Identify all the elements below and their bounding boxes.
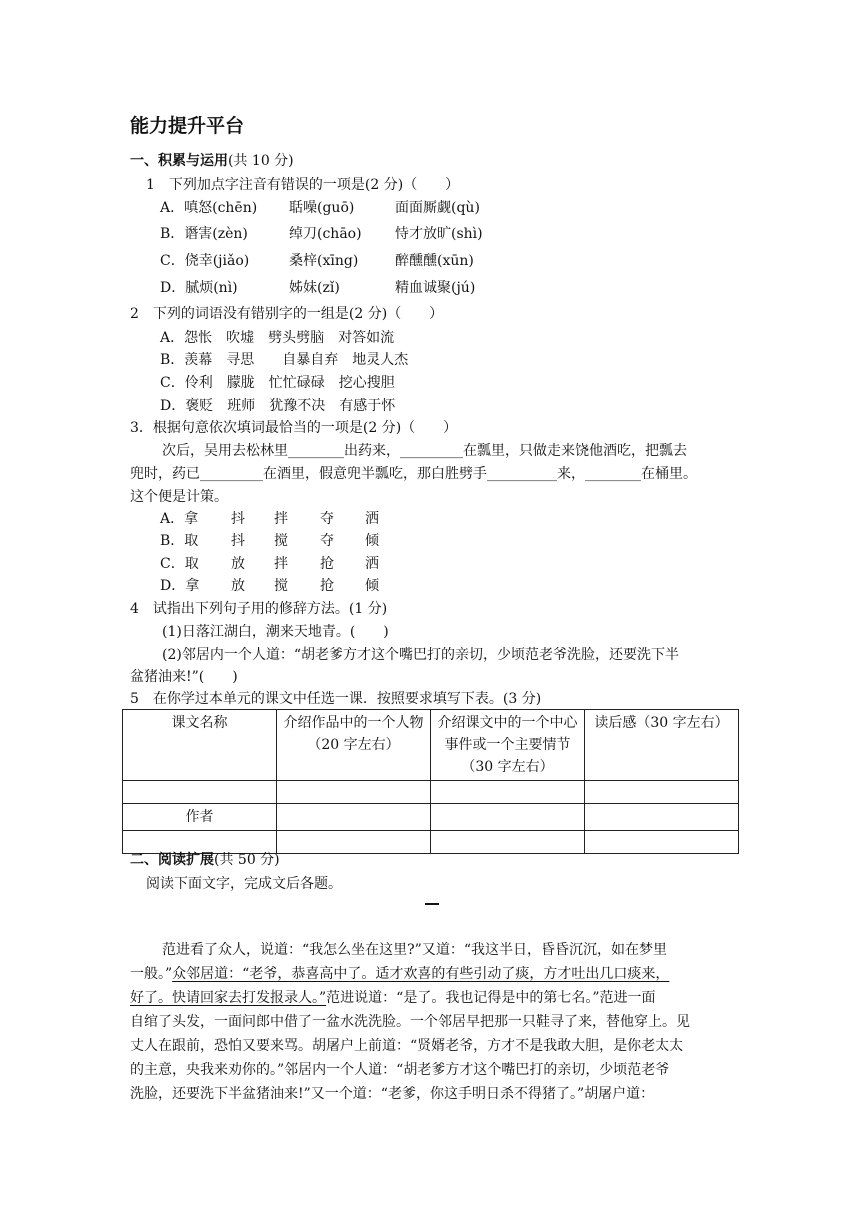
q1-c-3: 醉醺醺(xūn) xyxy=(395,253,474,269)
q4-item-2: (2)邻居内一个人道：“胡老爹方才这个嘴巴打的亲切，少顷范老爷洗脸，还要洗下半 xyxy=(162,647,679,663)
q3-c-5: 洒 xyxy=(365,556,379,572)
q3-d-4: 抢 xyxy=(320,578,334,594)
section-2-title: 二、阅读扩展 xyxy=(130,852,214,868)
q5-header-title: 课文名称 xyxy=(123,710,277,781)
q5-cell-title[interactable] xyxy=(123,781,277,804)
section-2-intro: 阅读下面文字，完成文后各题。 xyxy=(146,876,342,892)
passage-line-2 xyxy=(130,962,736,986)
q5-cell-character[interactable] xyxy=(277,781,431,804)
q5-cell-3-2[interactable] xyxy=(277,831,431,854)
q1-b-3: 恃才放旷(shì) xyxy=(395,226,483,242)
section-2-heading xyxy=(130,850,280,870)
q3-d-1: D．拿 xyxy=(160,578,200,594)
q3-a-3: 拌 xyxy=(274,511,288,527)
q3-passage-line-1: 次后，吴用去松林里________出药来，_________在瓢里，只做走来饶他酒吃，把瓢去 xyxy=(162,443,687,459)
q2-option-b: B．羡幕 寻思 自暴自弃 地灵人杰 xyxy=(160,352,409,368)
reading-passage xyxy=(130,938,736,1106)
q3-d-2: 放 xyxy=(231,578,245,594)
q5-cell-3-4[interactable] xyxy=(585,831,739,854)
passage-line-3-b: 范进说道：“是了。我也记得是中的第七名。”范进一面 xyxy=(326,990,656,1006)
q5-cell-2-4[interactable] xyxy=(585,804,739,831)
q5-stem: 5 在你学过本单元的课文中任选一课．按照要求填写下表。(3 分) xyxy=(130,691,542,707)
q3-passage-line-3: 这个便是计策。 xyxy=(130,489,228,505)
q1-a-1: A．嗔怒(chēn) xyxy=(160,200,258,216)
q3-a-5: 洒 xyxy=(365,511,379,527)
q4-item-1: (1)日落江湖白，潮来天地青。( ) xyxy=(162,624,389,640)
q3-c-4: 抢 xyxy=(320,556,334,572)
q3-stem: 3．根据句意依次填词最恰当的一项是(2 分)（ ） xyxy=(130,420,458,436)
q3-d-3: 搅 xyxy=(274,578,288,594)
q1-a-2: 聒噪(guō) xyxy=(289,200,355,216)
q1-d-3: 精血诚聚(jú) xyxy=(395,280,476,296)
q5-author-row xyxy=(123,804,739,831)
q5-table xyxy=(122,709,739,854)
passage-line-4: 自绾了头发，一面问郎中借了一盆水洗洗脸。一个邻居早把那一只鞋寻了来，替他穿上。见 xyxy=(130,1014,690,1030)
section-1-heading xyxy=(130,151,294,171)
q5-blank-row-1 xyxy=(123,781,739,804)
q4-item-2-cont: 盆猪油来!”( ) xyxy=(130,669,238,685)
q5-author-label: 作者 xyxy=(123,804,277,831)
q2-option-a: A．怨怅 吹墟 劈头劈脑 对答如流 xyxy=(160,330,395,346)
q1-b-1: B．谮害(zèn) xyxy=(160,226,248,242)
q1-d-1: D．腻烦(nì) xyxy=(160,280,238,296)
passage-line-2-a: 一般。” xyxy=(130,966,173,982)
q2-option-c: C．伶利 朦胧 忙忙碌碌 挖心搜胆 xyxy=(160,375,395,391)
q5-header-reflection: 读后感（30 字左右） xyxy=(585,710,739,781)
passage-underlined-1: 众邻居道：“老爷，恭喜高中了。适才欢喜的有些引动了痰，方才吐出几口痰来， xyxy=(172,966,670,982)
q2-option-d: D．褒贬 班师 犹豫不决 有感于怀 xyxy=(160,398,396,414)
q5-cell-2-2[interactable] xyxy=(277,804,431,831)
q3-a-2: 抖 xyxy=(231,511,245,527)
q3-b-4: 夺 xyxy=(320,533,334,549)
q5-header-character: 介绍作品中的一个人物（20 字左右） xyxy=(277,710,431,781)
q3-c-2: 放 xyxy=(231,556,245,572)
q4-stem: 4 试指出下列句子用的修辞方法。(1 分) xyxy=(130,601,388,617)
q1-a-3: 面面厮觑(qù) xyxy=(395,200,480,216)
q2-stem: 2 下列的词语没有错别字的一组是(2 分)（ ） xyxy=(130,306,444,322)
q1-stem: 1 下列加点字注音有错误的一项是(2 分)（ ） xyxy=(146,177,460,193)
passage-line-6: 的主意，央我来劝你的。”邻居内一个人道：“胡老爹方才这个嘴巴打的亲切，少顷范老爷 xyxy=(130,1062,670,1078)
section-1-score: (共 10 分) xyxy=(228,153,294,169)
q5-cell-2-3[interactable] xyxy=(431,804,585,831)
passage-line-3 xyxy=(130,986,736,1010)
q3-a-4: 夺 xyxy=(320,511,334,527)
q3-passage-line-2: 兜时，药已_________在酒里，假意兜半瓢吃，那白胜劈手__________来，________在桶里。 xyxy=(130,466,697,482)
q3-b-5: 倾 xyxy=(365,533,379,549)
part-divider xyxy=(425,903,439,905)
q5-header-event: 介绍课文中的一个中心事件或一个主要情节（30 字左右） xyxy=(431,710,585,781)
q3-b-1: B．取 xyxy=(160,533,199,549)
q3-b-2: 抖 xyxy=(231,533,245,549)
q3-c-1: C．取 xyxy=(160,556,199,572)
q3-d-5: 倾 xyxy=(365,578,379,594)
q3-c-3: 拌 xyxy=(274,556,288,572)
q3-b-3: 搅 xyxy=(274,533,288,549)
q5-cell-3-3[interactable] xyxy=(431,831,585,854)
q1-c-2: 桑梓(xīng) xyxy=(289,253,359,269)
q1-c-1: C．侥幸(jiǎo) xyxy=(160,253,250,269)
section-1-title: 一、积累与运用 xyxy=(130,153,228,169)
q5-cell-reflection[interactable] xyxy=(585,781,739,804)
passage-line-7: 洗脸，还要洗下半盆猪油来!”又一个道：“老爹，你这手明日杀不得猪了。”胡屠户道： xyxy=(130,1086,655,1102)
page-title: 能力提升平台 xyxy=(130,115,245,137)
section-2-score: (共 50 分) xyxy=(214,852,280,868)
passage-line-5: 丈人在跟前，恐怕又要来骂。胡屠户上前道：“贤婿老爷，方才不是我敢大胆，是你老太太 xyxy=(130,1038,684,1054)
q3-a-1: A．拿 xyxy=(160,511,199,527)
q5-header-row xyxy=(123,710,739,781)
q1-b-2: 绰刀(chāo) xyxy=(289,226,362,242)
passage-underlined-2: 好了。快请回家去打发报录人。” xyxy=(130,990,327,1006)
passage-line-1: 范进看了众人，说道：“我怎么坐在这里?”又道：“我这半日，昏昏沉沉，如在梦里 xyxy=(162,942,667,958)
q1-d-2: 姊妹(zǐ) xyxy=(289,280,340,296)
q5-cell-event[interactable] xyxy=(431,781,585,804)
